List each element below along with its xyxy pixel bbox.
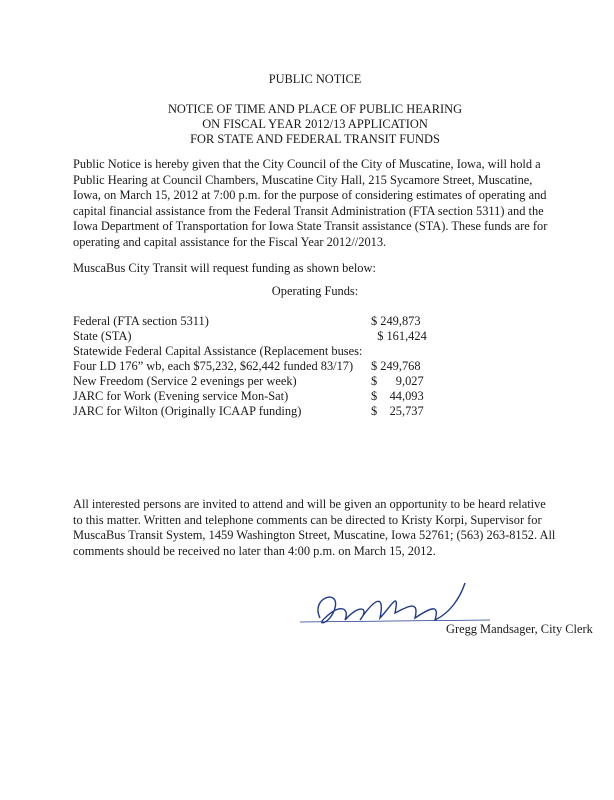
fund-row: [73, 344, 557, 359]
funds-heading: Operating Funds:: [271, 284, 359, 299]
fund-row: [73, 314, 557, 329]
fund-label: Statewide Federal Capital Assistance (Replacement buses:: [73, 344, 363, 359]
heading-line: NOTICE OF TIME AND PLACE OF PUBLIC HEARING: [167, 102, 463, 116]
fund-amount: $ 44,093: [371, 389, 424, 404]
fund-row: [73, 389, 557, 404]
request-line: MuscaBus City Transit will request funding as shown below:: [73, 260, 376, 275]
fund-row: [73, 359, 557, 374]
fund-amount: $ 25,737: [371, 404, 424, 419]
heading-line: FOR STATE AND FEDERAL TRANSIT FUNDS: [190, 132, 440, 146]
fund-amount: [463, 344, 557, 359]
signature-block: [300, 580, 593, 644]
intro-paragraph: Public Notice is hereby given that the City Council of the City of Muscatine, Iowa, will hold a Public Hearing at Council Chambers, Muscatine City Hall, 215 Sycamore Street, Muscatine, Iowa, on March 15, 2012 at 7:00 p.m. for the purpose of considering estimates of operating and capital financial assistance from the Federal Transit Administration (FTA section 5311) and the Iowa Department of Transportation for Iowa State Transit assistance (STA). These funds are for operating and capital assistance for the Fiscal Year 2012//2013.: [73, 157, 548, 249]
fund-amount: $ 249,873: [371, 314, 421, 329]
fund-label: New Freedom (Service 2 evenings per week): [73, 374, 297, 389]
fund-amount: $ 9,027: [371, 374, 424, 389]
fund-label: Federal (FTA section 5311): [73, 314, 209, 329]
fund-label: JARC for Work (Evening service Mon-Sat): [73, 389, 289, 404]
notice-heading: [73, 102, 557, 147]
notice-document: [73, 72, 593, 644]
notice-title: PUBLIC NOTICE: [268, 72, 362, 86]
handwritten-signature: [300, 580, 500, 626]
fund-row: [73, 404, 557, 419]
closing-paragraph: All interested persons are invited to attend and will be given an opportunity to be heard relative to this matter. Written and telephone comments can be directed to Kristy Korpi, Supervisor for MuscaBus Transit System, 1459 Washington Street, Muscatine, Iowa 52761; (563) 263-8152. All comments should be received no later than 4:00 p.m. on March 15, 2012.: [73, 497, 556, 558]
fund-row: [73, 374, 557, 389]
fund-label: JARC for Wilton (Originally ICAAP funding): [73, 404, 302, 419]
fund-amount: $ 249,768: [371, 359, 421, 374]
fund-label: State (STA): [73, 329, 132, 344]
fund-label: Four LD 176” wb, each $75,232, $62,442 funded 83/17): [73, 359, 354, 374]
fund-row: [73, 329, 557, 344]
signatory-name: Gregg Mandsager, City Clerk: [446, 621, 593, 636]
fund-amount: $ 161,424: [371, 329, 427, 344]
heading-line: ON FISCAL YEAR 2012/13 APPLICATION: [202, 117, 428, 131]
funds-table: [73, 314, 557, 419]
